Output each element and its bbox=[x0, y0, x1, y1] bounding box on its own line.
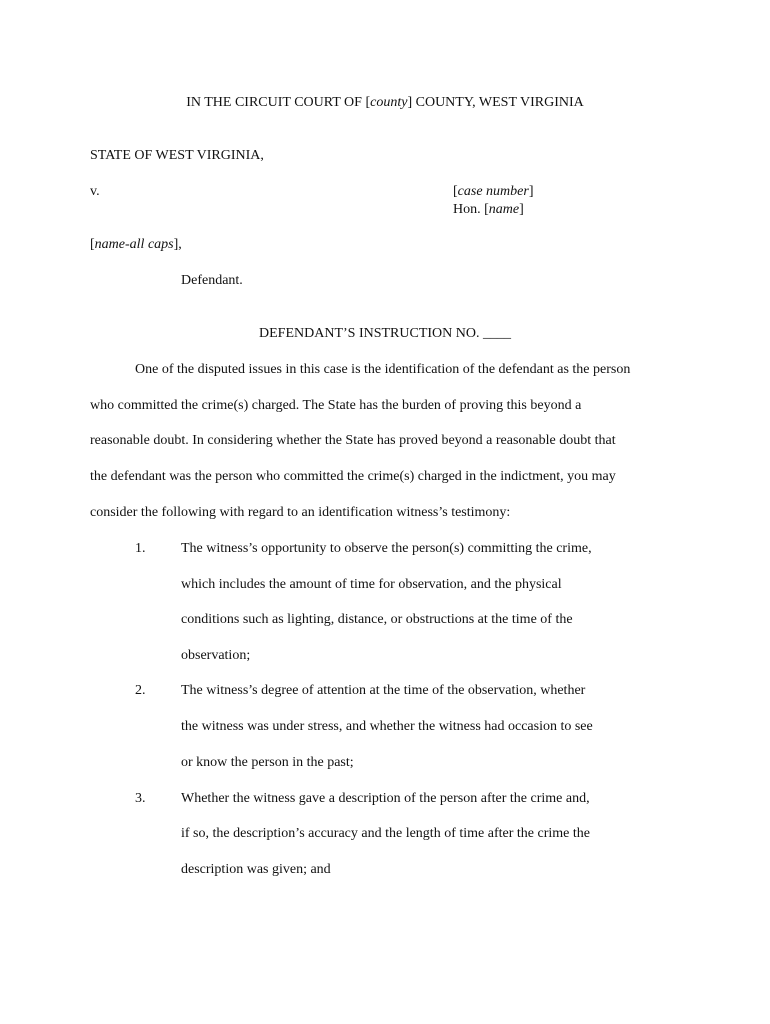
court-heading-prefix: IN THE CIRCUIT COURT OF [ bbox=[186, 95, 371, 110]
bracket-close: ] bbox=[528, 184, 534, 199]
list-item-line: observation; bbox=[181, 648, 251, 663]
list-item-line: if so, the description’s accuracy and the length of time after the crime the bbox=[181, 826, 590, 841]
list-item-line: which includes the amount of time for observation, and the physical bbox=[181, 577, 562, 592]
judge-name-placeholder: name bbox=[488, 202, 520, 217]
instruction-title: DEFENDANT’S INSTRUCTION NO. ____ bbox=[259, 326, 511, 341]
list-item-number: 3. bbox=[135, 791, 146, 806]
judge-prefix: Hon. [ bbox=[453, 202, 489, 217]
case-number-placeholder: case number bbox=[457, 184, 529, 199]
defendant-label: Defendant. bbox=[181, 273, 243, 288]
body-line: One of the disputed issues in this case is the identification of the defendant as the person bbox=[135, 362, 631, 377]
bracket-open: [ bbox=[453, 184, 458, 199]
bracket-close: ] bbox=[519, 202, 524, 217]
defendant-name-placeholder: name-all caps bbox=[94, 237, 174, 252]
plaintiff-name: STATE OF WEST VIRGINIA, bbox=[90, 148, 264, 163]
body-line: who committed the crime(s) charged. The State has the burden of proving this beyond a bbox=[90, 398, 582, 413]
body-line: consider the following with regard to an identification witness’s testimony: bbox=[90, 505, 511, 520]
versus-label: v. bbox=[90, 184, 100, 199]
list-item-number: 1. bbox=[135, 541, 146, 556]
defendant-name bbox=[90, 236, 182, 254]
list-item-line: conditions such as lighting, distance, or obstructions at the time of the bbox=[181, 612, 573, 627]
bracket-open: [ bbox=[90, 237, 95, 252]
list-item-line: the witness was under stress, and whether the witness had occasion to see bbox=[181, 719, 593, 734]
list-item-line: or know the person in the past; bbox=[181, 755, 354, 770]
list-item-line: description was given; and bbox=[181, 862, 331, 877]
bracket-close: ], bbox=[173, 237, 182, 252]
body-line: the defendant was the person who committed the crime(s) charged in the indictment, you may bbox=[90, 469, 616, 484]
list-item-line: Whether the witness gave a description of the person after the crime and, bbox=[181, 791, 590, 806]
list-item-line: The witness’s degree of attention at the time of the observation, whether bbox=[181, 683, 586, 698]
body-line: reasonable doubt. In considering whether the State has proved beyond a reasonable doubt that bbox=[90, 433, 616, 448]
judge-name bbox=[453, 201, 524, 219]
court-heading bbox=[0, 94, 770, 112]
list-item-number: 2. bbox=[135, 683, 146, 698]
county-placeholder: county bbox=[370, 95, 408, 110]
list-item-line: The witness’s opportunity to observe the person(s) committing the crime, bbox=[181, 541, 592, 556]
case-number bbox=[453, 183, 534, 201]
court-heading-suffix: ] COUNTY, WEST VIRGINIA bbox=[407, 95, 584, 110]
